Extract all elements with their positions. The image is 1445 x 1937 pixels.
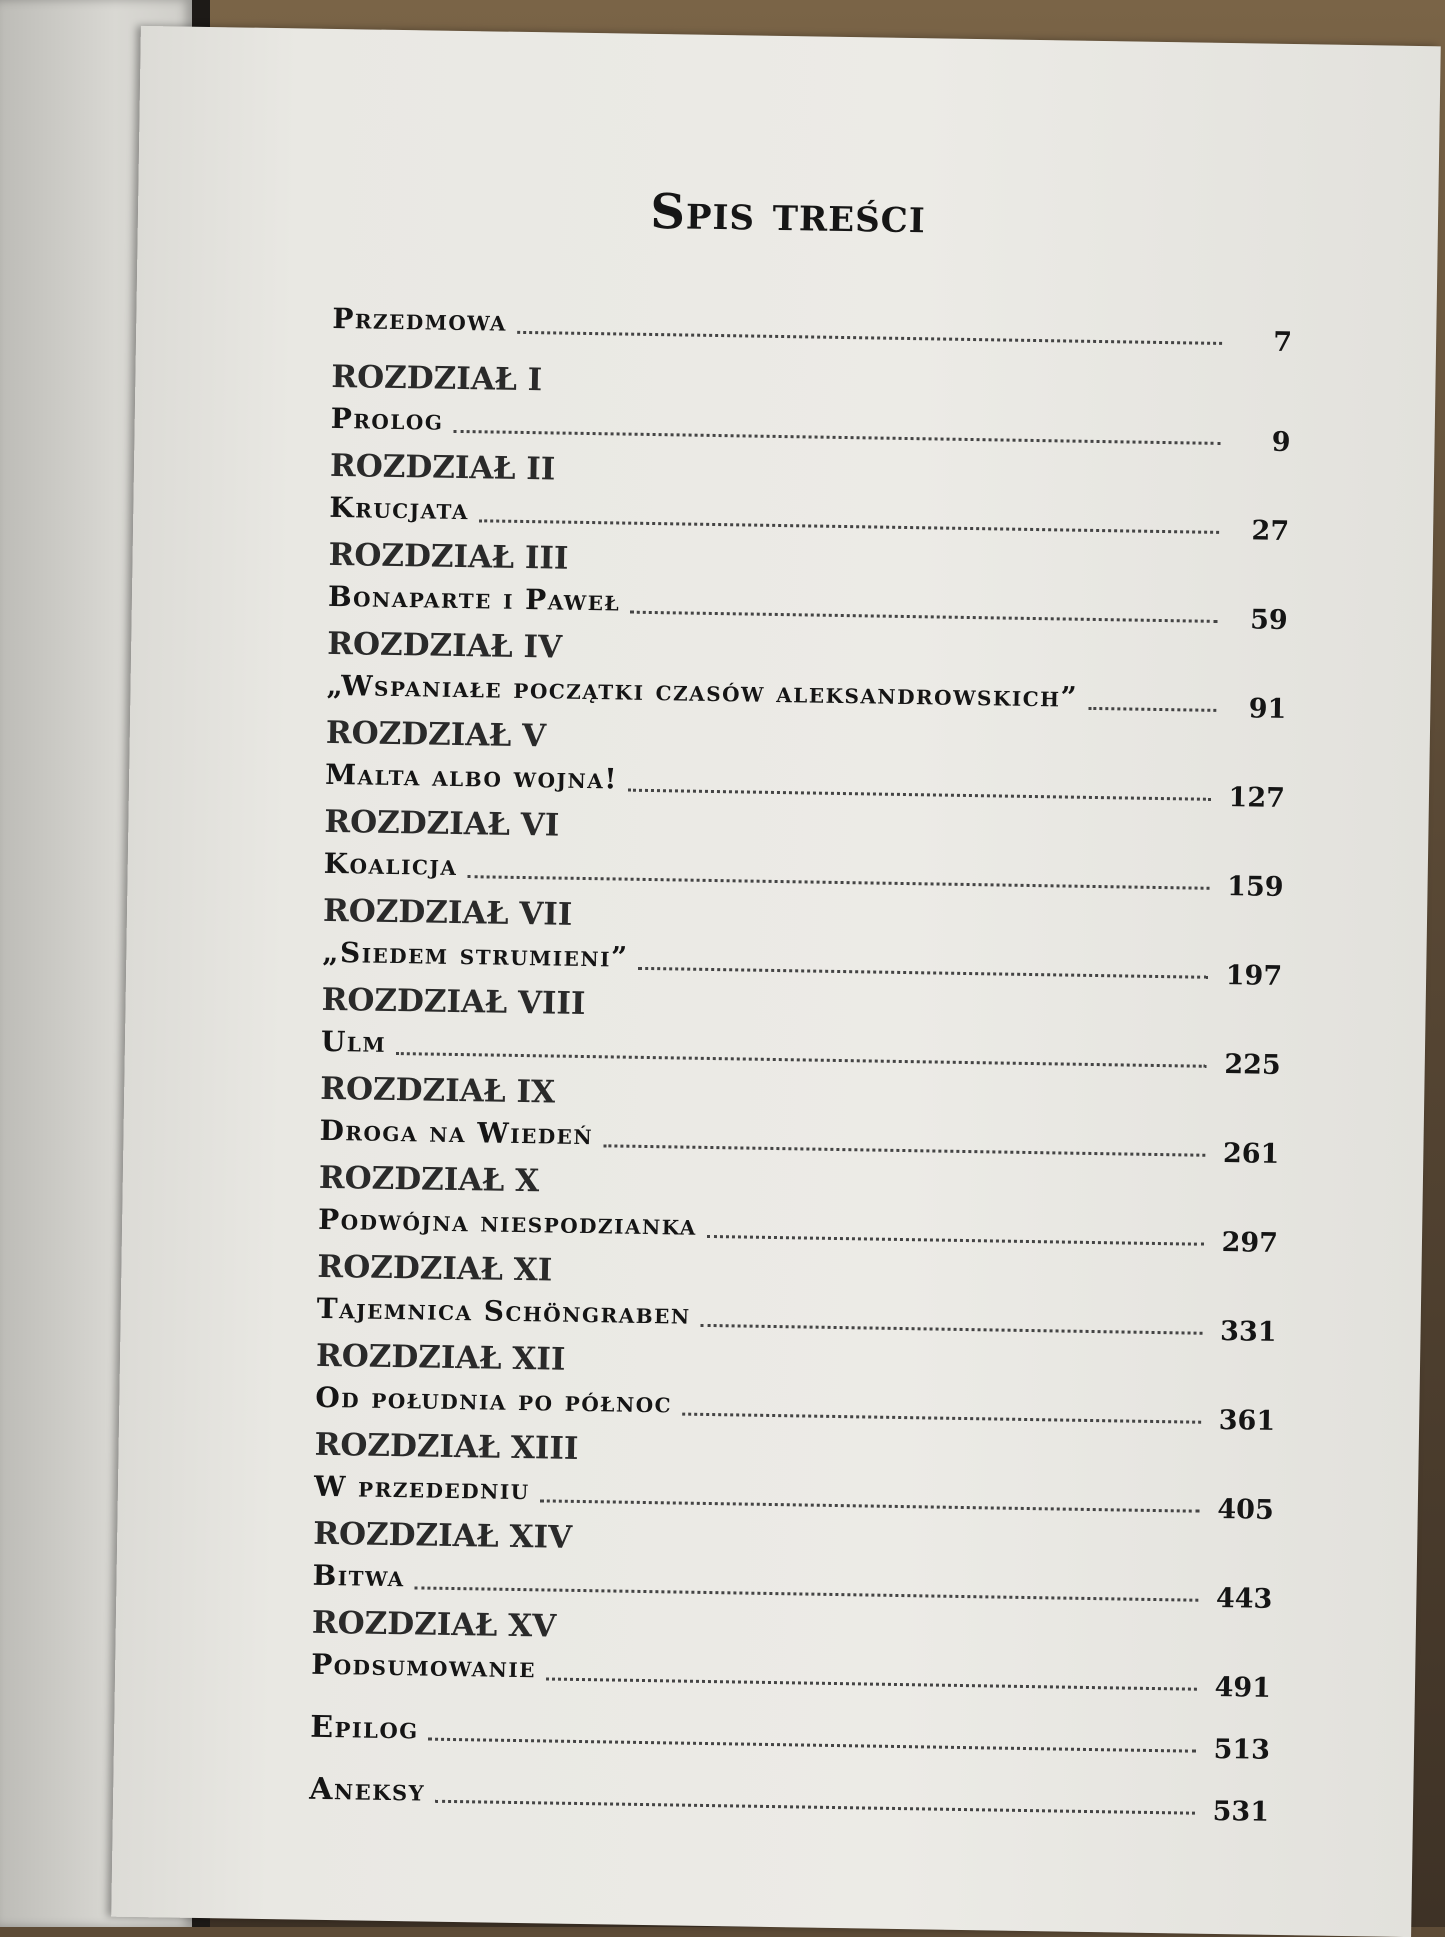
page-number: 7 — [1273, 326, 1293, 359]
entry-title: Krucjata — [329, 490, 470, 527]
entry-title: Tajemnica Schöngraben — [316, 1291, 691, 1331]
entry-title: Przedmowa — [332, 301, 508, 338]
toc-entry — [312, 1514, 1273, 1617]
entry-title: Malta albo wojna! — [324, 757, 619, 796]
toc-line — [310, 1699, 1271, 1768]
table-of-contents — [309, 291, 1293, 1830]
chapter-number: ROZDZIAŁ III — [328, 536, 569, 577]
page-number: 491 — [1214, 1671, 1272, 1704]
dot-leader — [517, 331, 1222, 345]
entry-title: W przededniu — [313, 1469, 530, 1507]
page-number: 443 — [1215, 1582, 1273, 1615]
page-number: 59 — [1249, 604, 1288, 636]
dot-leader — [453, 430, 1220, 445]
toc-entry — [332, 291, 1293, 360]
entry-title: Od południa po północ — [315, 1380, 673, 1420]
page-title: Spis treści — [649, 183, 927, 245]
dot-leader — [700, 1324, 1202, 1335]
page-number: 513 — [1213, 1733, 1271, 1766]
page-number: 405 — [1217, 1494, 1274, 1526]
entry-title: Bitwa — [312, 1558, 405, 1594]
dot-leader — [467, 875, 1209, 890]
toc-entry — [330, 357, 1291, 460]
toc-entry — [318, 1158, 1279, 1261]
page-number: 331 — [1219, 1316, 1277, 1348]
dot-leader — [630, 611, 1218, 623]
toc-entry — [310, 1699, 1271, 1768]
entry-title: Bonaparte i Paweł — [327, 579, 621, 618]
page-number: 261 — [1222, 1138, 1280, 1170]
entry-title: Aneksy — [308, 1771, 426, 1809]
dot-leader — [429, 1738, 1196, 1753]
toc-entry — [316, 1247, 1277, 1350]
page-number: 361 — [1218, 1405, 1276, 1437]
entry-title: „Siedem strumieni” — [322, 935, 629, 974]
dot-leader — [707, 1235, 1204, 1246]
chapter-number: ROZDZIAŁ VI — [324, 803, 560, 844]
toc-entry — [328, 535, 1289, 638]
dot-leader — [546, 1677, 1197, 1690]
dot-leader — [638, 967, 1207, 979]
entry-title: „Wspaniałe początki czasów aleksandrowskich” — [326, 668, 1079, 714]
dot-leader — [435, 1800, 1195, 1815]
chapter-number: ROZDZIAŁ XI — [317, 1248, 553, 1289]
toc-entry — [323, 802, 1284, 905]
chapter-number: ROZDZIAŁ I — [331, 358, 543, 399]
page-number: 27 — [1251, 515, 1290, 548]
dot-leader — [628, 789, 1211, 801]
chapter-number: ROZDZIAŁ X — [318, 1159, 540, 1200]
page-number: 127 — [1228, 782, 1286, 814]
toc-entry — [315, 1336, 1276, 1439]
toc-entry — [314, 1425, 1275, 1528]
dot-leader — [415, 1586, 1198, 1601]
entry-title: Ulm — [320, 1024, 387, 1059]
chapter-number: ROZDZIAŁ V — [325, 714, 547, 755]
dot-leader — [540, 1499, 1200, 1512]
page-number: 159 — [1226, 871, 1284, 903]
page-number: 197 — [1225, 960, 1283, 992]
toc-entry — [311, 1603, 1272, 1706]
page-number: 531 — [1212, 1795, 1270, 1828]
page-number: 297 — [1221, 1227, 1279, 1259]
chapter-number: ROZDZIAŁ XV — [311, 1604, 557, 1645]
toc-entry — [309, 1761, 1270, 1830]
entry-title: Prolog — [330, 401, 444, 437]
page-number: 9 — [1271, 426, 1291, 459]
entry-title: Koalicja — [323, 846, 458, 882]
dot-leader — [603, 1144, 1205, 1156]
chapter-number: ROZDZIAŁ VIII — [321, 981, 586, 1023]
dot-leader — [396, 1052, 1206, 1068]
entry-title: Epilog — [309, 1709, 419, 1747]
page-number: 91 — [1248, 693, 1287, 725]
toc-entry — [325, 713, 1286, 816]
toc-entry — [326, 624, 1287, 727]
entry-title: Droga na Wiedeń — [319, 1113, 594, 1152]
page-number: 225 — [1224, 1049, 1281, 1081]
book-page — [111, 26, 1441, 1937]
toc-entry — [321, 980, 1282, 1083]
toc-line — [332, 291, 1293, 360]
chapter-number: ROZDZIAŁ VII — [322, 892, 573, 933]
entry-title: Podwójna niespodzianka — [317, 1202, 698, 1242]
toc-entry — [319, 1069, 1280, 1172]
chapter-number: ROZDZIAŁ II — [329, 447, 556, 488]
chapter-number: ROZDZIAŁ IV — [326, 625, 563, 666]
dot-leader — [682, 1413, 1201, 1424]
chapter-number: ROZDZIAŁ XII — [315, 1337, 566, 1378]
chapter-number: ROZDZIAŁ XIII — [314, 1426, 579, 1467]
toc-entry — [329, 446, 1290, 549]
entry-title: Podsumowanie — [310, 1647, 537, 1685]
toc-line — [309, 1761, 1270, 1830]
dot-leader — [479, 519, 1219, 534]
chapter-number: ROZDZIAŁ IX — [319, 1070, 556, 1111]
dot-leader — [1088, 707, 1216, 712]
chapter-number: ROZDZIAŁ XIV — [312, 1515, 573, 1556]
toc-entry — [322, 891, 1283, 994]
